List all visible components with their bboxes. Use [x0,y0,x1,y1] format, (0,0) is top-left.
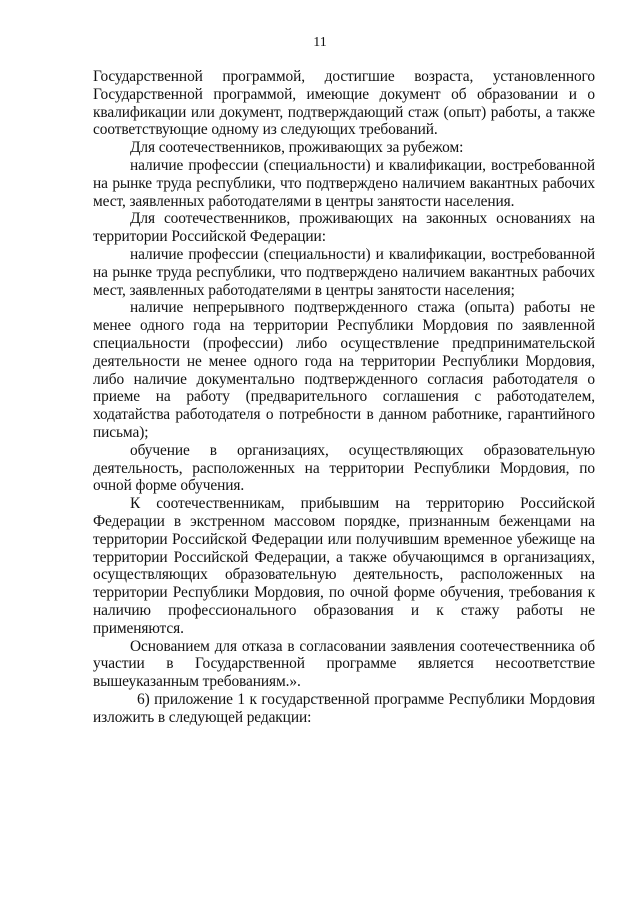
paragraph-russia-requirement-profession: наличие профессии (специальности) и квалификации, востребованной на рынке труда республики, что подтверждено наличием вакантных рабочих мест, заявленных работодателями в центры занятости населения; [93,245,595,299]
paragraph-abroad-heading: Для соотечественников, проживающих за рубежом: [130,139,464,157]
paragraph-abroad-requirement: наличие профессии (специальности) и квалификации, востребованной на рынке труда республики, что подтверждено наличием вакантных рабочих мест, заявленных работодателями в центры занятости населения. [93,156,595,210]
page-number: 11 [313,35,327,50]
paragraph-refugees: К соотечественникам, прибывшим на территорию Российской Федерации в экстренном массовом порядке, признанным беженцами на территории Российской Федерации или получившим временное убежище на территории Российской Федерации, а также обучающимся в организациях, осуществляющих образовательную деятельность, расположенных на территории Республики Мордовия, по очной форме обучения, требования к наличию профессионального образования и к стажу работы не применяются. [93,495,595,637]
document-body [93,68,595,726]
paragraph-russia-requirement-experience: наличие непрерывного подтвержденного стажа (опыта) работы не менее одного года на территории Республики Мордовия по заявленной специальности (профессии) либо осуществление предпринимательской деятельности не менее одного года на территории Республики Мордовия, либо наличие документально подтвержденного согласия работодателя о приеме на работу (предварительного соглашения с работодателем, ходатайства работодателя о потребности в данном работнике, гарантийного письма); [93,299,595,441]
paragraph-continuation: Государственной программой, достигшие возраста, установленного Государственной программой, имеющие документ об образовании и о квалификации или документ, подтверждающий стаж (опыт) работы, а также соответствующие одному из следующих требований. [93,68,595,139]
paragraph-refusal-grounds: Основанием для отказа в согласовании заявления соотечественника об участии в Государственной программе является несоответствие вышеуказанным требованиям.». [93,637,595,691]
paragraph-russia-heading: Для соотечественников, проживающих на законных основаниях на территории Российской Федерации: [93,210,595,246]
paragraph-item-6: 6) приложение 1 к государственной программе Республики Мордовия изложить в следующей редакции: [93,690,595,726]
paragraph-russia-requirement-education: обучение в организациях, осуществляющих образовательную деятельность, расположенных на территории Республики Мордовия, по очной форме обучения. [93,441,595,495]
